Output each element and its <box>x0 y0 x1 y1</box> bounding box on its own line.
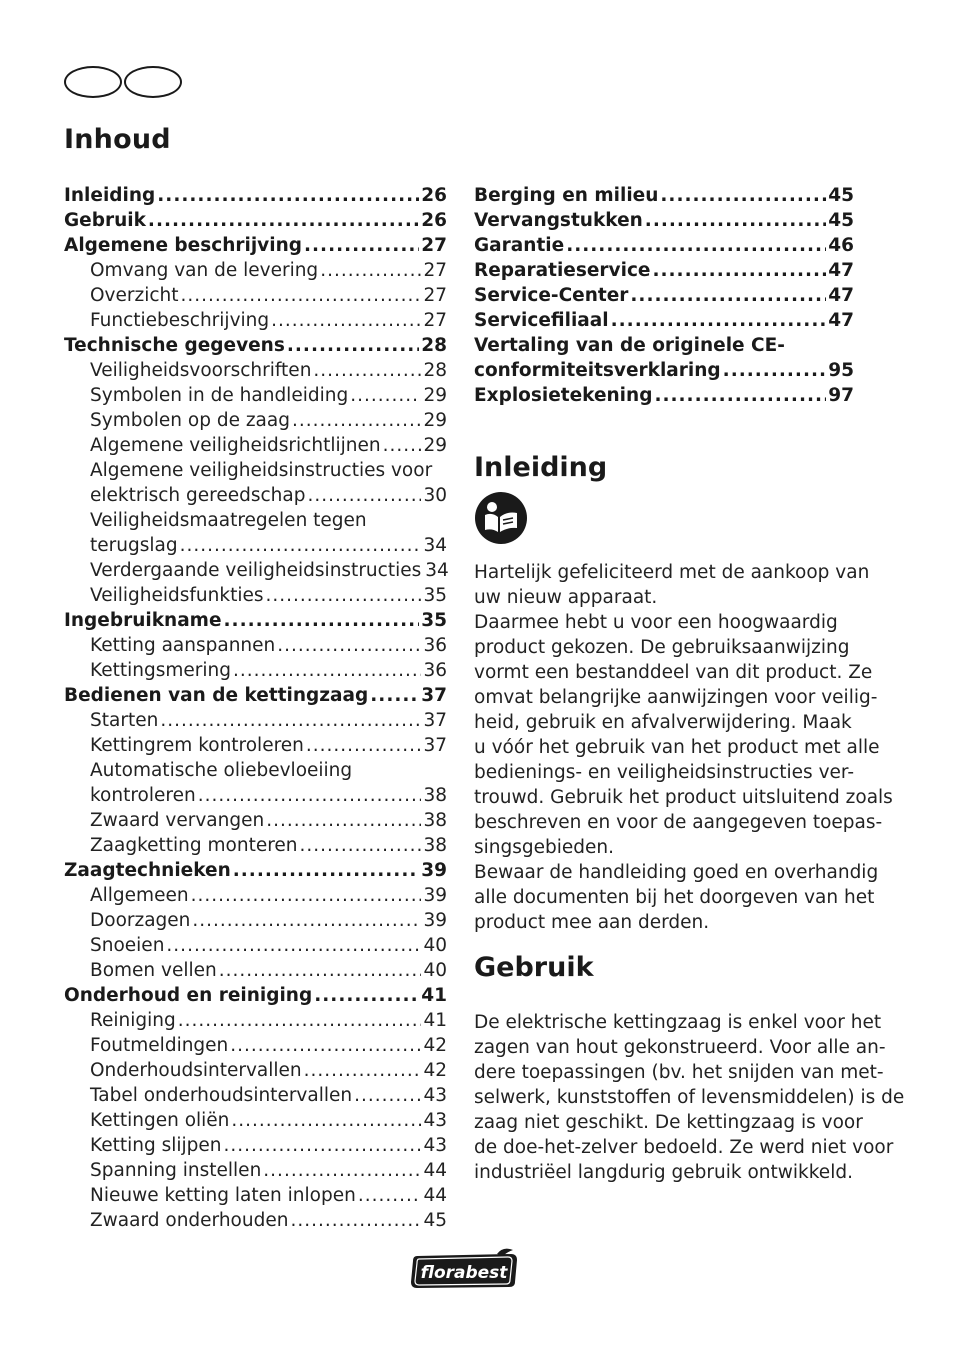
paragraph-line: uw nieuw apparaat. <box>474 587 658 608</box>
toc-leader-dots <box>292 408 421 433</box>
toc-page-number: 28 <box>421 335 447 356</box>
paragraph-line: heid, gebruik en afvalverwijdering. Maak <box>474 712 852 733</box>
toc-entry[interactable] <box>64 783 447 808</box>
toc-leader-dots <box>350 383 421 408</box>
toc-entry[interactable] <box>64 558 447 583</box>
toc-entry[interactable] <box>64 758 447 783</box>
toc-page-number: 47 <box>828 260 854 281</box>
toc-page-number: 45 <box>828 185 854 206</box>
toc-page-number: 26 <box>421 185 447 206</box>
toc-entry[interactable] <box>474 383 854 408</box>
toc-page-number: 97 <box>828 385 854 406</box>
language-oval-right <box>124 66 182 98</box>
toc-entry-label: Ketting aanspannen <box>90 635 276 656</box>
toc-page-number: 29 <box>423 435 447 456</box>
toc-entry-label: kontroleren <box>90 785 196 806</box>
toc-right-column <box>474 183 854 408</box>
toc-entry-label: Garantie <box>474 235 565 256</box>
toc-page-number: 47 <box>828 285 854 306</box>
toc-entry-label: Zwaard vervangen <box>90 810 265 831</box>
toc-entry[interactable] <box>474 208 854 233</box>
toc-entry[interactable] <box>64 508 447 533</box>
toc-entry[interactable] <box>64 1058 447 1083</box>
toc-leader-dots <box>224 608 420 633</box>
paragraph-line: de doe-het-zelver bedoeld. Ze werd niet voor <box>474 1137 894 1158</box>
toc-leader-dots <box>263 1158 421 1183</box>
toc-entry-label: Functiebeschrijving <box>90 310 270 331</box>
toc-entry[interactable] <box>64 583 447 608</box>
toc-leader-dots <box>277 633 421 658</box>
toc-entry[interactable] <box>64 833 447 858</box>
paragraph-line: De elektrische kettingzaag is enkel voor het <box>474 1012 882 1033</box>
toc-page-number: 45 <box>423 1210 447 1231</box>
florabest-logo <box>407 1248 521 1290</box>
toc-page-number: 37 <box>423 710 447 731</box>
paragraph-line: Hartelijk gefeliciteerd met de aankoop van <box>474 562 870 583</box>
toc-leader-dots <box>224 1133 422 1158</box>
toc-entry-label: conformiteitsverklaring <box>474 360 721 381</box>
toc-entry[interactable] <box>64 733 447 758</box>
paragraph-line: vormt een bestanddeel van dit product. Ze <box>474 662 873 683</box>
toc-entry-label: Algemene veiligheidsrichtlijnen <box>90 435 381 456</box>
toc-entry[interactable] <box>64 908 447 933</box>
toc-leader-dots <box>265 583 421 608</box>
paragraph-line: product mee aan derden. <box>474 912 710 933</box>
toc-entry-label: Vertaling van de originele CE- <box>474 335 785 356</box>
toc-leader-dots <box>287 333 419 358</box>
toc-entry-label: Kettingsmering <box>90 660 231 681</box>
toc-entry[interactable] <box>474 233 854 258</box>
read-manual-icon <box>474 491 528 545</box>
language-marker <box>64 66 182 98</box>
toc-page-number: 38 <box>423 835 447 856</box>
toc-page-number: 46 <box>828 235 854 256</box>
toc-page-number: 29 <box>423 410 447 431</box>
toc-entry-label: Foutmeldingen <box>90 1035 229 1056</box>
toc-entry-label: Gebruik <box>64 210 146 231</box>
toc-entry-label: Veiligheidsfunkties <box>90 585 264 606</box>
paragraph-line: industriëel langdurig gebruik ontwikkeld. <box>474 1162 853 1183</box>
toc-page-number: 41 <box>423 1010 447 1031</box>
toc-entry-label: Symbolen in de handleiding <box>90 385 349 406</box>
toc-leader-dots <box>233 658 421 683</box>
paragraph-line: beschreven en voor de aangegeven toepas- <box>474 812 883 833</box>
toc-leader-dots <box>358 1183 422 1208</box>
toc-leader-dots <box>654 383 826 408</box>
toc-entry[interactable] <box>474 283 854 308</box>
paragraph-line: Bewaar de handleiding goed en overhandig <box>474 862 879 883</box>
toc-entry[interactable] <box>474 333 854 358</box>
logo-text: florabest <box>420 1263 508 1283</box>
toc-leader-dots <box>290 1208 421 1233</box>
toc-entry-label: Algemene beschrijving <box>64 235 302 256</box>
paragraph-line: zagen van hout gekonstrueerd. Voor alle an- <box>474 1037 886 1058</box>
toc-page-number: 38 <box>423 785 447 806</box>
toc-entry[interactable] <box>64 233 447 258</box>
toc-entry-label: Reiniging <box>90 1010 176 1031</box>
toc-leader-dots <box>178 1008 422 1033</box>
toc-entry-label: Service-Center <box>474 285 629 306</box>
page-title: Inhoud <box>64 124 171 155</box>
toc-page-number: 37 <box>421 685 447 706</box>
toc-page-number: 27 <box>423 285 447 306</box>
toc-leader-dots <box>160 708 421 733</box>
toc-leader-dots <box>313 358 421 383</box>
toc-entry[interactable] <box>64 358 447 383</box>
toc-page-number: 28 <box>423 360 447 381</box>
toc-page-number: 26 <box>421 210 447 231</box>
toc-leader-dots <box>383 433 422 458</box>
toc-leader-dots <box>306 733 422 758</box>
toc-leader-dots <box>233 858 420 883</box>
toc-leader-dots <box>192 908 421 933</box>
toc-entry-label: Nieuwe ketting laten inlopen <box>90 1185 356 1206</box>
paragraph-line: alle documenten bij het doorgeven van het <box>474 887 875 908</box>
toc-page-number: 42 <box>423 1035 447 1056</box>
toc-leader-dots <box>652 258 826 283</box>
toc-page-number: 35 <box>423 585 447 606</box>
language-oval-left <box>64 66 122 98</box>
paragraph-line: singsgebieden. <box>474 837 615 858</box>
inleiding-heading: Inleiding <box>474 452 608 483</box>
toc-page-number: 39 <box>421 860 447 881</box>
toc-page-number: 29 <box>423 385 447 406</box>
toc-entry-label: Onderhoud en reiniging <box>64 985 313 1006</box>
toc-entry-label: Ketting slijpen <box>90 1135 222 1156</box>
toc-page-number: 37 <box>423 735 447 756</box>
paragraph-line: selwerk, kunststoffen of levensmiddelen) is de <box>474 1087 905 1108</box>
toc-leader-dots <box>231 1108 421 1133</box>
toc-entry-label: Spanning instellen <box>90 1160 262 1181</box>
toc-page-number: 44 <box>423 1160 447 1181</box>
toc-entry[interactable] <box>64 683 447 708</box>
toc-leader-dots <box>660 183 826 208</box>
toc-page-number: 40 <box>423 960 447 981</box>
toc-leader-dots <box>300 833 422 858</box>
toc-leader-dots <box>320 258 421 283</box>
toc-entry[interactable] <box>64 308 447 333</box>
toc-page-number: 47 <box>828 310 854 331</box>
toc-entry[interactable] <box>64 483 447 508</box>
toc-entry-label: Explosietekening <box>474 385 653 406</box>
toc-entry-label: Vervangstukken <box>474 210 643 231</box>
toc-entry[interactable] <box>64 208 447 233</box>
toc-entry-label: Starten <box>90 710 159 731</box>
toc-entry-label: Zwaard onderhouden <box>90 1210 289 1231</box>
toc-entry-label: Algemene veiligheidsinstructies voor <box>90 460 433 481</box>
toc-page-number: 40 <box>423 935 447 956</box>
toc-entry-label: Tabel onderhoudsintervallen <box>90 1085 353 1106</box>
toc-entry[interactable] <box>64 633 447 658</box>
toc-leader-dots <box>148 208 419 233</box>
paragraph-line: u vóór het gebruik van het product met alle <box>474 737 880 758</box>
toc-entry[interactable] <box>64 858 447 883</box>
toc-page-number: 27 <box>421 235 447 256</box>
toc-leader-dots <box>304 233 419 258</box>
toc-page-number: 38 <box>423 810 447 831</box>
toc-leader-dots <box>723 358 827 383</box>
toc-entry-label: Allgemeen <box>90 885 189 906</box>
toc-left-column <box>64 183 447 1233</box>
toc-page-number: 39 <box>423 910 447 931</box>
toc-page-number: 43 <box>423 1110 447 1131</box>
toc-entry[interactable] <box>64 1183 447 1208</box>
toc-entry-label: terugslag <box>90 535 178 556</box>
toc-leader-dots <box>304 1058 422 1083</box>
toc-leader-dots <box>307 483 421 508</box>
toc-page-number: 36 <box>423 660 447 681</box>
toc-entry[interactable] <box>474 258 854 283</box>
toc-entry-label: Zaagketting monteren <box>90 835 298 856</box>
toc-page-number: 43 <box>423 1085 447 1106</box>
toc-entry[interactable] <box>64 1133 447 1158</box>
toc-entry[interactable] <box>64 658 447 683</box>
toc-entry-label: Ingebruikname <box>64 610 222 631</box>
toc-page-number: 44 <box>423 1185 447 1206</box>
toc-entry[interactable] <box>64 958 447 983</box>
toc-entry-label: Kettingen oliën <box>90 1110 230 1131</box>
toc-entry[interactable] <box>474 358 854 383</box>
toc-leader-dots <box>166 933 421 958</box>
toc-entry-label: Overzicht <box>90 285 179 306</box>
toc-entry[interactable] <box>64 383 447 408</box>
toc-page-number: 45 <box>828 210 854 231</box>
toc-entry[interactable] <box>64 408 447 433</box>
toc-entry[interactable] <box>474 183 854 208</box>
toc-entry[interactable] <box>64 333 447 358</box>
toc-page-number: 34 <box>425 560 449 581</box>
toc-entry-label: Symbolen op de zaag <box>90 410 290 431</box>
toc-entry-label: Veiligheidsmaatregelen tegen <box>90 510 367 531</box>
toc-page-number: 35 <box>421 610 447 631</box>
toc-leader-dots <box>271 308 421 333</box>
toc-entry[interactable] <box>64 433 447 458</box>
toc-leader-dots <box>566 233 826 258</box>
toc-entry-label: Berging en milieu <box>474 185 659 206</box>
toc-leader-dots <box>198 783 422 808</box>
toc-entry[interactable] <box>64 983 447 1008</box>
toc-leader-dots <box>266 808 421 833</box>
toc-entry[interactable] <box>64 1033 447 1058</box>
paragraph-line: Daarmee hebt u voor een hoogwaardig <box>474 612 838 633</box>
toc-entry[interactable] <box>474 308 854 333</box>
toc-entry-label: Reparatieservice <box>474 260 651 281</box>
toc-entry[interactable] <box>64 608 447 633</box>
toc-page-number: 27 <box>423 310 447 331</box>
toc-entry-label: Onderhoudsintervallen <box>90 1060 302 1081</box>
toc-entry-label: Verdergaande veiligheidsinstructies <box>90 560 422 581</box>
toc-leader-dots <box>181 283 422 308</box>
toc-entry-label: Omvang van de levering <box>90 260 319 281</box>
toc-entry[interactable] <box>64 708 447 733</box>
toc-entry-label: Veiligheidsvoorschriften <box>90 360 312 381</box>
toc-entry-label: Bedienen van de kettingzaag <box>64 685 369 706</box>
toc-page-number: 34 <box>423 535 447 556</box>
toc-page-number: 39 <box>423 885 447 906</box>
toc-page-number: 43 <box>423 1135 447 1156</box>
toc-entry-label: Automatische oliebevloeiing <box>90 760 353 781</box>
toc-entry[interactable] <box>64 1008 447 1033</box>
toc-entry[interactable] <box>64 283 447 308</box>
toc-page-number: 27 <box>423 260 447 281</box>
toc-page-number: 95 <box>828 360 854 381</box>
toc-entry[interactable] <box>64 183 447 208</box>
paragraph-line: dere toepassingen (bv. het snijden van met- <box>474 1062 884 1083</box>
toc-page-number: 36 <box>423 635 447 656</box>
toc-entry[interactable] <box>64 1108 447 1133</box>
toc-entry-label: Servicefiliaal <box>474 310 609 331</box>
paragraph-line: trouwd. Gebruik het product uitsluitend zoals <box>474 787 893 808</box>
toc-entry[interactable] <box>64 933 447 958</box>
toc-leader-dots <box>630 283 826 308</box>
toc-entry[interactable] <box>64 1208 447 1233</box>
gebruik-paragraph <box>474 1010 905 1185</box>
toc-leader-dots <box>354 1083 421 1108</box>
toc-leader-dots <box>370 683 419 708</box>
toc-entry[interactable] <box>64 1158 447 1183</box>
toc-entry-label: Snoeien <box>90 935 165 956</box>
toc-entry-label: Doorzagen <box>90 910 191 931</box>
toc-entry[interactable] <box>64 883 447 908</box>
toc-entry-label: Inleiding <box>64 185 156 206</box>
toc-leader-dots <box>180 533 422 558</box>
toc-leader-dots <box>230 1033 421 1058</box>
toc-entry[interactable] <box>64 533 447 558</box>
paragraph-line: product gekozen. De gebruiksaanwijzing <box>474 637 850 658</box>
toc-leader-dots <box>191 883 422 908</box>
toc-entry-label: Zaagtechnieken <box>64 860 231 881</box>
toc-entry[interactable] <box>64 258 447 283</box>
toc-leader-dots <box>611 308 827 333</box>
toc-leader-dots <box>219 958 422 983</box>
gebruik-heading: Gebruik <box>474 952 594 983</box>
paragraph-line: omvat belangrijke aanwijzingen voor veilig- <box>474 687 878 708</box>
toc-entry[interactable] <box>64 1083 447 1108</box>
toc-entry[interactable] <box>64 458 447 483</box>
toc-entry-label: Kettingrem kontroleren <box>90 735 304 756</box>
paragraph-line: bedienings- en veiligheidsinstructies ver- <box>474 762 855 783</box>
toc-entry-label: elektrisch gereedschap <box>90 485 306 506</box>
toc-leader-dots <box>157 183 419 208</box>
toc-leader-dots <box>314 983 419 1008</box>
toc-leader-dots <box>645 208 826 233</box>
inleiding-paragraph <box>474 560 893 935</box>
toc-entry-label: Bomen vellen <box>90 960 217 981</box>
toc-entry-label: Technische gegevens <box>64 335 285 356</box>
toc-page-number: 30 <box>423 485 447 506</box>
toc-entry[interactable] <box>64 808 447 833</box>
toc-page-number: 41 <box>421 985 447 1006</box>
paragraph-line: zaag niet geschikt. De kettingzaag is voor <box>474 1112 863 1133</box>
toc-page-number: 42 <box>423 1060 447 1081</box>
